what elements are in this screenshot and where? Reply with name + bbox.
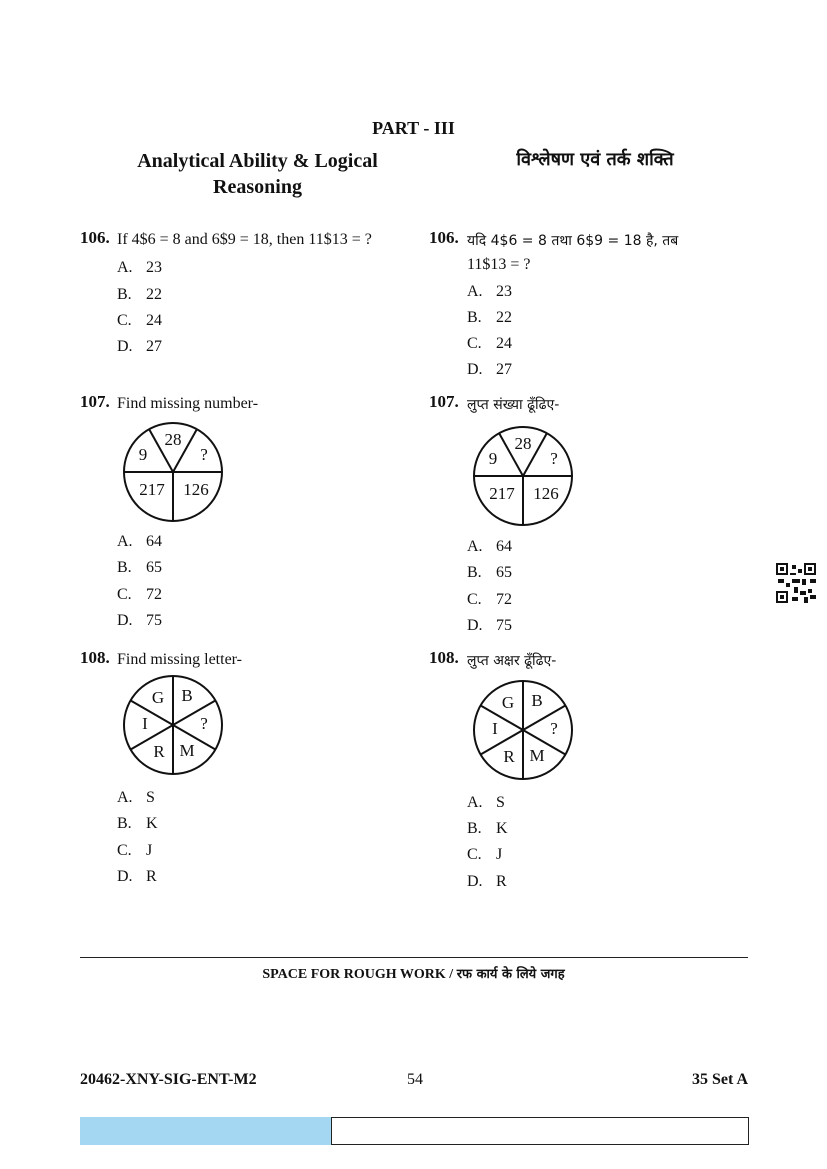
booklet-code: 20462-XNY-SIG-ENT-M2 (80, 1071, 257, 1088)
q106-text-en: If 4$6 = 8 and 6$9 = 18, then 11$13 = ? (117, 231, 372, 248)
q108-option-a-hi: A. S (467, 794, 505, 811)
q107-option-b-en: B. 65 (117, 559, 162, 576)
qr-code-icon (776, 563, 816, 603)
q107-text-en: Find missing number- (117, 395, 259, 412)
figure-value-top-right: ? (550, 449, 558, 468)
q107-option-c-en: C. 72 (117, 586, 162, 603)
q106-option-d-en: D. 27 (117, 338, 162, 355)
q106-number-en: 106. (80, 228, 110, 247)
figure-value-top: 28 (164, 430, 182, 449)
figure-value-top-left: 9 (138, 445, 148, 464)
q106-option-d-hi: D. 27 (467, 361, 512, 378)
footer-empty-box (331, 1117, 749, 1145)
q107-option-d-hi: D. 75 (467, 617, 512, 634)
figure-value-top: 28 (514, 434, 532, 453)
q107-circle-figure-en (118, 420, 228, 524)
figure-value-bottom-left: 217 (489, 484, 515, 503)
page-number: 54 (407, 1071, 423, 1088)
figure-letter-right: ? (550, 719, 558, 738)
q108-option-b-en: B. K (117, 815, 158, 832)
q108-option-c-en: C. J (117, 842, 153, 859)
q108-option-d-en: D. R (117, 868, 157, 885)
q108-option-d-hi: D. R (467, 873, 507, 890)
figure-letter-bottom-right: M (179, 741, 195, 760)
figure-letter-top-right: B (531, 691, 543, 710)
figure-letter-top-left: G (501, 693, 515, 712)
q106-option-a-en: A. 23 (117, 259, 162, 276)
figure-letter-left: I (492, 719, 498, 738)
q108-number-en: 108. (80, 648, 110, 667)
q106-text-hi-line1: यदि 4$6 = 8 तथा 6$9 = 18 है, तब (467, 233, 679, 249)
q107-option-a-en: A. 64 (117, 533, 162, 550)
q106-option-b-en: B. 22 (117, 286, 162, 303)
figure-value-top-left: 9 (488, 449, 498, 468)
q107-text-hi: लुप्त संख्या ढूँढिए- (467, 397, 560, 413)
q108-option-b-hi: B. K (467, 820, 508, 837)
figure-letter-right: ? (200, 714, 208, 733)
footer-color-bar (80, 1117, 331, 1145)
part-heading: PART - III (372, 118, 455, 138)
rough-work-divider (80, 957, 748, 958)
q106-text-hi-line2: 11$13 = ? (467, 256, 531, 273)
q108-option-a-en: A. S (117, 789, 155, 806)
q107-number-en: 107. (80, 392, 110, 411)
q108-circle-figure-hi (471, 678, 575, 782)
figure-letter-bottom-left: R (153, 742, 165, 761)
q106-option-c-hi: C. 24 (467, 335, 512, 352)
figure-letter-bottom-left: R (503, 747, 515, 766)
q106-number-hi: 106. (429, 228, 459, 247)
q107-option-a-hi: A. 64 (467, 538, 512, 555)
figure-value-bottom-left: 217 (139, 480, 165, 499)
figure-letter-top-left: G (151, 688, 165, 707)
q108-circle-figure-en (121, 673, 225, 777)
q107-number-hi: 107. (429, 392, 459, 411)
q107-option-c-hi: C. 72 (467, 591, 512, 608)
figure-letter-bottom-right: M (529, 746, 545, 765)
q107-circle-figure-hi (468, 424, 578, 528)
q106-option-b-hi: B. 22 (467, 309, 512, 326)
section-title-english: Analytical Ability & Logical Reasoning (137, 150, 378, 198)
section-title-hindi: विश्लेषण एवं तर्क शक्ति (516, 149, 674, 170)
figure-value-bottom-right: 126 (533, 484, 559, 503)
figure-letter-top-right: B (181, 686, 193, 705)
q106-option-a-hi: A. 23 (467, 283, 512, 300)
q108-text-en: Find missing letter- (117, 651, 243, 668)
q108-text-hi: लुप्त अक्षर ढूँढिए- (467, 653, 557, 669)
rough-work-label: SPACE FOR ROUGH WORK / रफ कार्य के लिये जगह (262, 967, 565, 982)
figure-value-top-right: ? (200, 445, 208, 464)
q108-option-c-hi: C. J (467, 846, 503, 863)
figure-letter-left: I (142, 714, 148, 733)
q107-option-b-hi: B. 65 (467, 564, 512, 581)
figure-value-bottom-right: 126 (183, 480, 209, 499)
q107-option-d-en: D. 75 (117, 612, 162, 629)
q108-number-hi: 108. (429, 648, 459, 667)
set-label: 35 Set A (692, 1071, 748, 1088)
q106-option-c-en: C. 24 (117, 312, 162, 329)
